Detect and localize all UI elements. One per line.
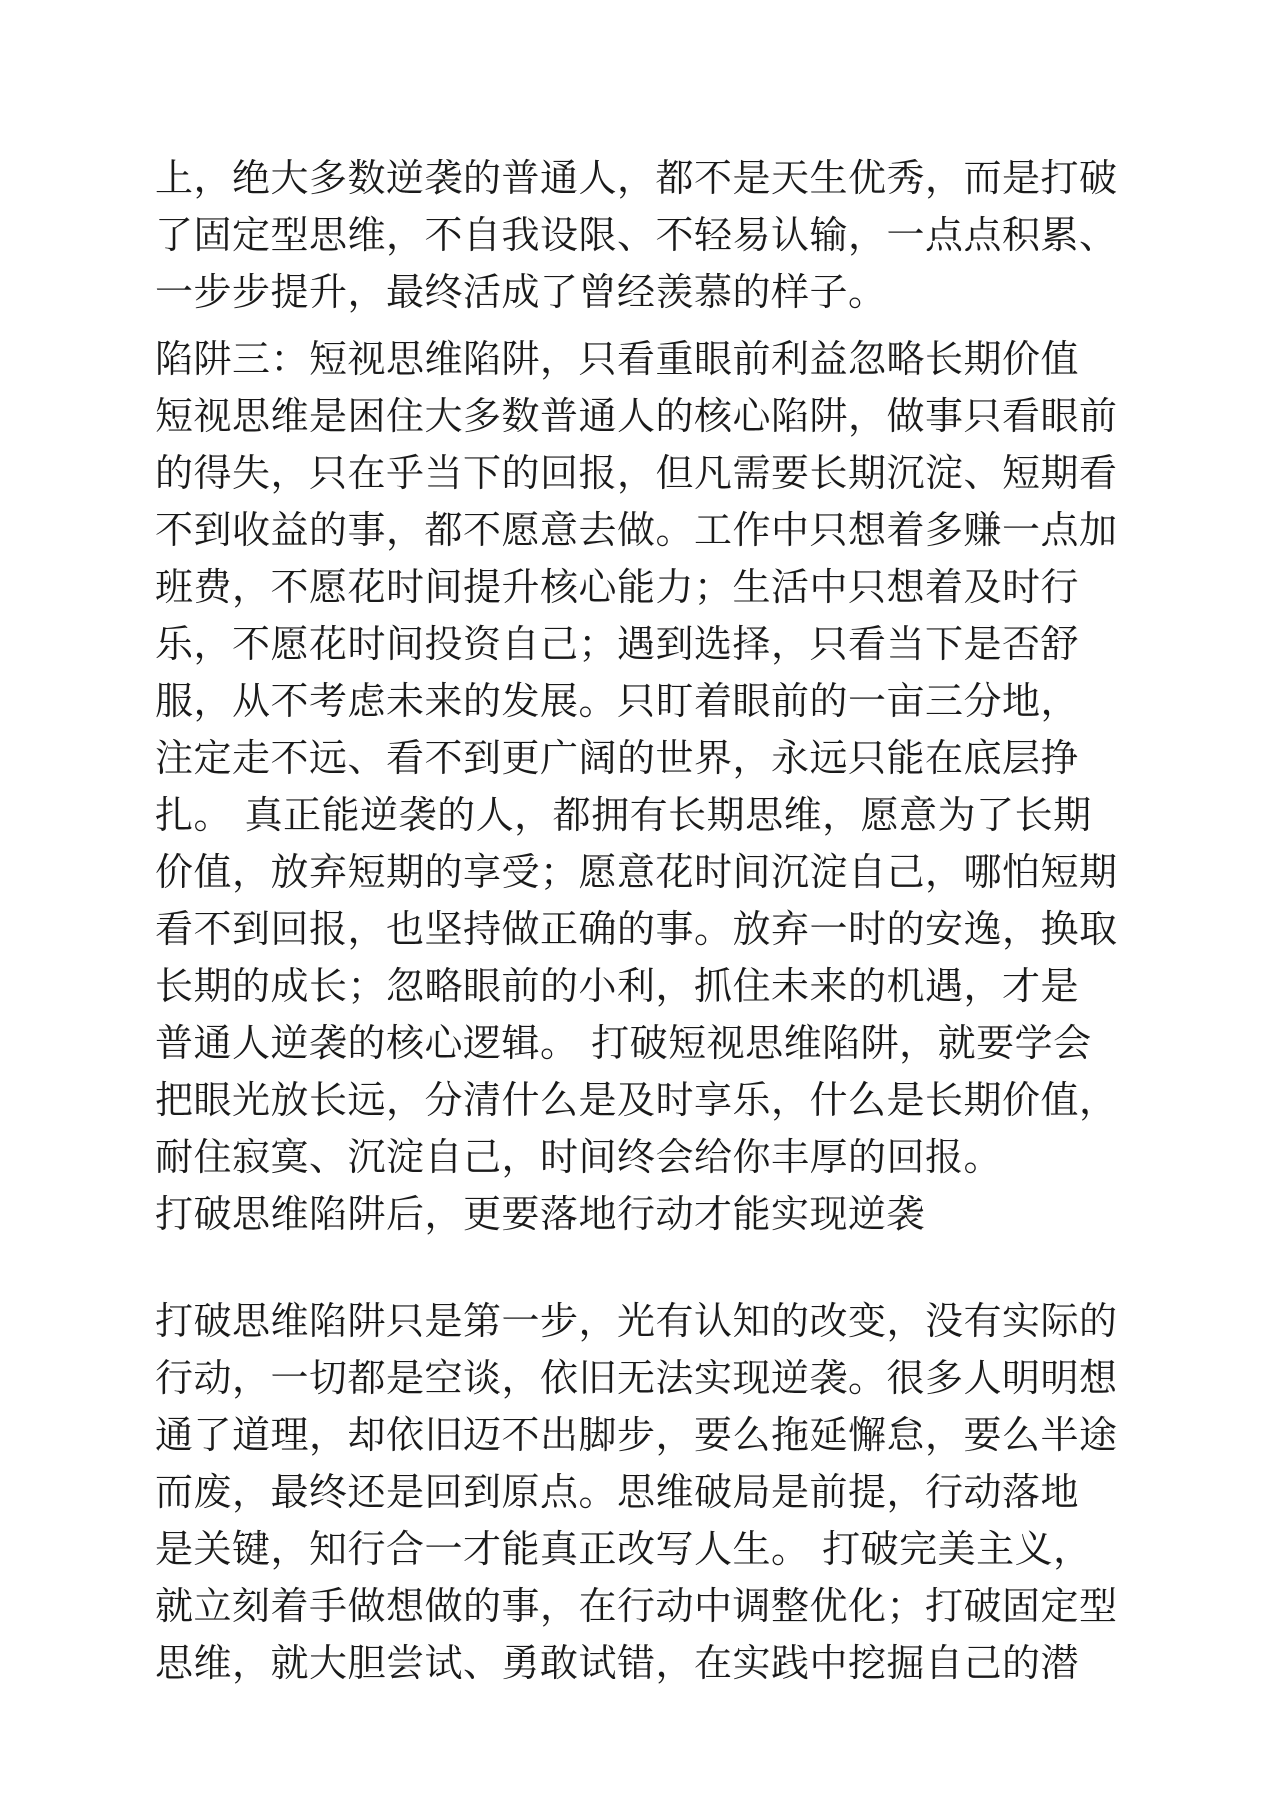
text-line: 服，从不考虑未来的发展。只盯着眼前的一亩三分地， bbox=[155, 679, 1080, 723]
text-line: 短视思维是困住大多数普通人的核心陷阱，做事只看眼前 bbox=[155, 394, 1118, 438]
text-line: 班费，不愿花时间提升核心能力；生活中只想着及时行 bbox=[155, 565, 1080, 609]
paragraph-3 bbox=[155, 1293, 1125, 1692]
text-line: 普通人逆袭的核心逻辑。 打破短视思维陷阱，就要学会 bbox=[155, 1021, 1092, 1065]
text-line: 上，绝大多数逆袭的普通人，都不是天生优秀，而是打破 bbox=[155, 156, 1118, 200]
text-line: 了固定型思维，不自我设限、不轻易认输，一点点积累、 bbox=[155, 213, 1118, 257]
text-line: 而废，最终还是回到原点。思维破局是前提，行动落地 bbox=[155, 1470, 1080, 1514]
text-line: 耐住寂寞、沉淀自己，时间终会给你丰厚的回报。 bbox=[155, 1135, 1003, 1179]
paragraph-1 bbox=[155, 150, 1125, 321]
text-line: 是关键，知行合一才能真正改写人生。 打破完美主义， bbox=[155, 1527, 1092, 1571]
paragraph-2 bbox=[155, 388, 1125, 1186]
text-line: 思维，就大胆尝试、勇敢试错，在实践中挖掘自己的潜 bbox=[155, 1641, 1080, 1685]
text-line: 长期的成长；忽略眼前的小利，抓住未来的机遇，才是 bbox=[155, 964, 1080, 1008]
text-line: 的得失，只在乎当下的回报，但凡需要长期沉淀、短期看 bbox=[155, 451, 1118, 495]
text-line: 一步步提升，最终活成了曾经羡慕的样子。 bbox=[155, 270, 887, 314]
text-line: 行动，一切都是空谈，依旧无法实现逆袭。很多人明明想 bbox=[155, 1356, 1118, 1400]
document-page bbox=[155, 150, 1125, 1692]
text-line: 把眼光放长远，分清什么是及时享乐，什么是长期价值， bbox=[155, 1078, 1118, 1122]
text-line: 乐，不愿花时间投资自己；遇到选择，只看当下是否舒 bbox=[155, 622, 1080, 666]
text-line: 看不到回报，也坚持做正确的事。放弃一时的安逸，换取 bbox=[155, 907, 1118, 951]
text-line: 价值，放弃短期的享受；愿意花时间沉淀自己，哪怕短期 bbox=[155, 850, 1118, 894]
section-heading-trap-3: 陷阱三：短视思维陷阱，只看重眼前利益忽略长期价值 bbox=[155, 337, 1080, 381]
text-line: 就立刻着手做想做的事，在行动中调整优化；打破固定型 bbox=[155, 1584, 1118, 1628]
text-line: 扎。 真正能逆袭的人，都拥有长期思维，愿意为了长期 bbox=[155, 793, 1092, 837]
text-line: 打破思维陷阱只是第一步，光有认知的改变，没有实际的 bbox=[155, 1299, 1118, 1343]
section-heading-action: 打破思维陷阱后，更要落地行动才能实现逆袭 bbox=[155, 1192, 926, 1236]
text-line: 不到收益的事，都不愿意去做。工作中只想着多赚一点加 bbox=[155, 508, 1118, 552]
text-line: 通了道理，却依旧迈不出脚步，要么拖延懈怠，要么半途 bbox=[155, 1413, 1118, 1457]
text-line: 注定走不远、看不到更广阔的世界，永远只能在底层挣 bbox=[155, 736, 1080, 780]
